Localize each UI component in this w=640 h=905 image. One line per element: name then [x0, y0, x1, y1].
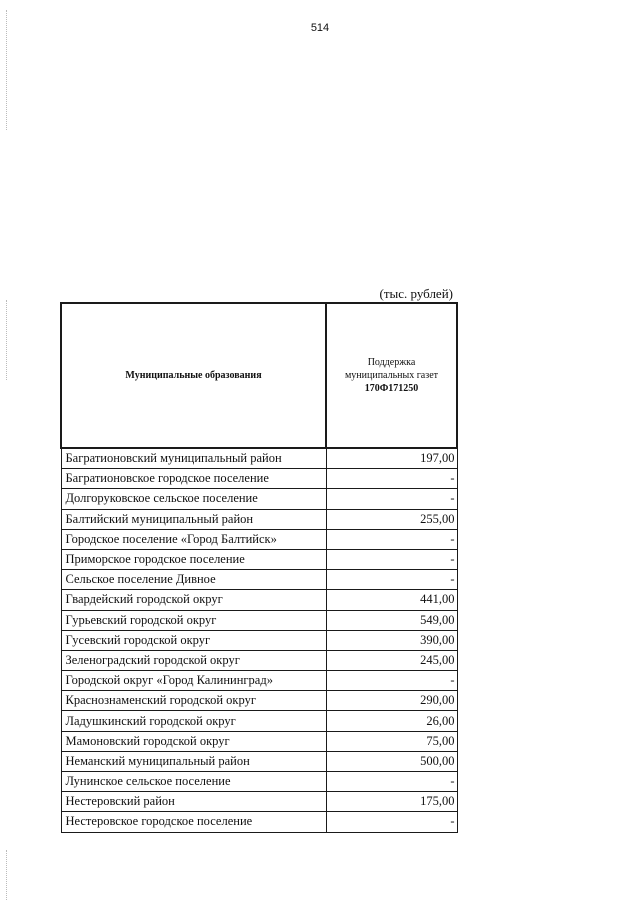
- municipality-name: Городской округ «Город Калининград»: [61, 671, 326, 691]
- table-row: [61, 751, 457, 771]
- table-row: [61, 650, 457, 670]
- table-row: [61, 691, 457, 711]
- municipality-name: Балтийский муниципальный район: [61, 509, 326, 529]
- municipality-name: Неманский муниципальный район: [61, 751, 326, 771]
- table-row: [61, 792, 457, 812]
- table-row: [61, 772, 457, 792]
- municipality-name: Гусевский городской округ: [61, 630, 326, 650]
- support-amount: -: [326, 489, 457, 509]
- table-row: [61, 812, 457, 832]
- column-header-code: 170Ф171250: [364, 383, 419, 394]
- municipality-name: Гвардейский городской округ: [61, 590, 326, 610]
- column-header-newspaper-support: [326, 303, 457, 448]
- left-margin-dots-mid: [6, 300, 8, 380]
- municipality-name: Багратионовское городское поселение: [61, 469, 326, 489]
- unit-label: (тыс. рублей): [379, 286, 453, 301]
- column-header-line2: муниципальных газет: [344, 370, 439, 381]
- support-amount: 75,00: [326, 731, 457, 751]
- table-row: [61, 509, 457, 529]
- budget-table-container: [60, 302, 458, 833]
- table-row: [61, 549, 457, 569]
- column-header-line1: Поддержка: [367, 357, 416, 368]
- municipality-name: Багратионовский муниципальный район: [61, 448, 326, 469]
- municipality-name: Ладушкинский городской округ: [61, 711, 326, 731]
- municipality-name: Мамоновский городской округ: [61, 731, 326, 751]
- page-number: 514: [310, 22, 330, 34]
- municipality-name: Нестеровское городское поселение: [61, 812, 326, 832]
- budget-table: [60, 302, 458, 833]
- left-margin-dots-bottom: [6, 850, 8, 900]
- support-amount: 26,00: [326, 711, 457, 731]
- municipality-name: Приморское городское поселение: [61, 549, 326, 569]
- support-amount: -: [326, 469, 457, 489]
- support-amount: 549,00: [326, 610, 457, 630]
- support-amount: 441,00: [326, 590, 457, 610]
- table-body: [61, 448, 457, 832]
- table-row: [61, 610, 457, 630]
- table-row: [61, 529, 457, 549]
- support-amount: -: [326, 671, 457, 691]
- table-row: [61, 570, 457, 590]
- support-amount: -: [326, 549, 457, 569]
- support-amount: 500,00: [326, 751, 457, 771]
- support-amount: 175,00: [326, 792, 457, 812]
- municipality-name: Лунинское сельское поселение: [61, 772, 326, 792]
- support-amount: -: [326, 529, 457, 549]
- municipality-name: Нестеровский район: [61, 792, 326, 812]
- support-amount: -: [326, 812, 457, 832]
- table-row: [61, 731, 457, 751]
- table-row: [61, 448, 457, 469]
- table-row: [61, 671, 457, 691]
- support-amount: 290,00: [326, 691, 457, 711]
- support-amount: -: [326, 772, 457, 792]
- table-row: [61, 469, 457, 489]
- municipality-name: Городское поселение «Город Балтийск»: [61, 529, 326, 549]
- support-amount: 197,00: [326, 448, 457, 469]
- support-amount: 255,00: [326, 509, 457, 529]
- column-header-municipalities: Муниципальные образования: [61, 303, 326, 448]
- support-amount: 390,00: [326, 630, 457, 650]
- municipality-name: Сельское поселение Дивное: [61, 570, 326, 590]
- support-amount: 245,00: [326, 650, 457, 670]
- municipality-name: Краснознаменский городской округ: [61, 691, 326, 711]
- table-header-row: [61, 303, 457, 448]
- table-row: [61, 489, 457, 509]
- municipality-name: Зеленоградский городской округ: [61, 650, 326, 670]
- table-row: [61, 711, 457, 731]
- municipality-name: Долгоруковское сельское поселение: [61, 489, 326, 509]
- support-amount: -: [326, 570, 457, 590]
- table-row: [61, 590, 457, 610]
- municipality-name: Гурьевский городской округ: [61, 610, 326, 630]
- table-row: [61, 630, 457, 650]
